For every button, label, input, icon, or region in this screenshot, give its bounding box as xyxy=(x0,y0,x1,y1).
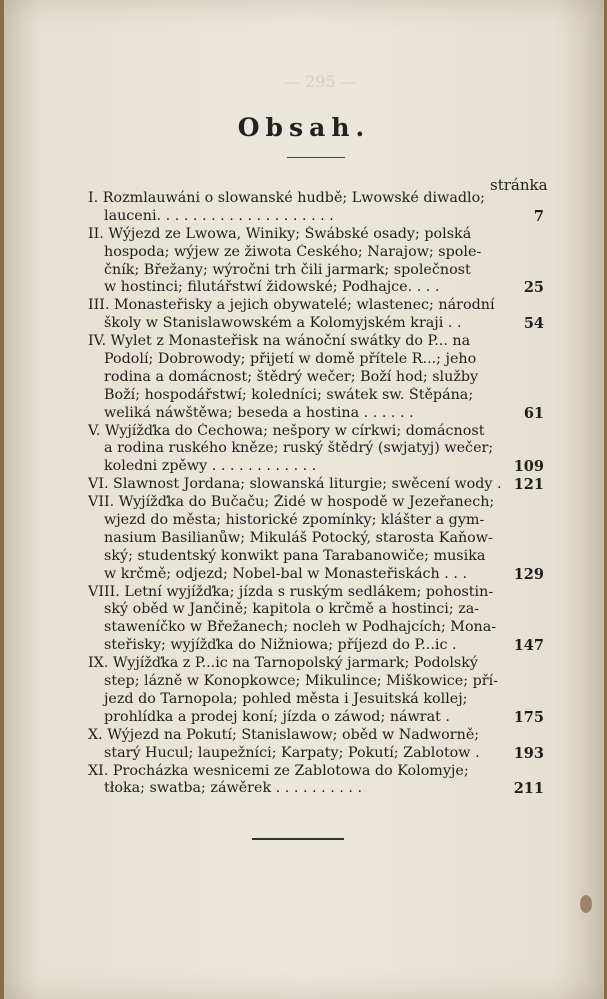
toc-page-number: 109 xyxy=(513,458,544,476)
toc-entry-line: Podolí; Dobrowody; přijetí w domě přítele R...; jeho xyxy=(104,351,477,368)
page-column-heading: stránka xyxy=(490,176,548,194)
toc-entry-line: XI. Procházka wesnicemi ze Zablotowa do Kolomyje; xyxy=(88,762,469,779)
toc-entry-line: školy w Stanislawowském a Kolomyjském kraji . . xyxy=(104,315,462,332)
toc-entry-line: II. Wýjezd ze Lwowa, Winiky; Šwábské osady; polská xyxy=(88,225,472,242)
toc-entry xyxy=(88,333,544,422)
toc-entry xyxy=(88,655,544,727)
toc-entry-line: VI. Slawnost Jordana; slowanská liturgie; swěcení wody . xyxy=(88,476,502,493)
toc-page-number: 211 xyxy=(513,780,544,798)
toc-entry-line: VII. Wyjížďka do Bučaču; Židé w hospodě w Jezeřanech; xyxy=(88,494,495,511)
toc-entry-line: nasium Basilianůw; Mikuláš Potocký, starosta Kaňow- xyxy=(104,529,493,546)
toc-entry-line: starý Hucul; laupežníci; Karpaty; Pokutí; Zablotow . xyxy=(104,744,480,761)
toc-page-number: 61 xyxy=(523,404,544,422)
toc-entry-line: IV. Wylet z Monastеřisk na wánoční swátky do P... na xyxy=(88,333,471,350)
toc-entry xyxy=(88,494,544,583)
page-title: Obsah. xyxy=(237,113,371,142)
toc-entry-line: I. Rozmlauwáni o slowanské hudbě; Lwowské diwadlo; xyxy=(88,190,485,206)
toc-entry-line: w krčmě; odjezd; Nobel-bal w Monastеřiskách . . . xyxy=(104,565,468,582)
toc-entry xyxy=(88,226,544,298)
toc-entry xyxy=(88,476,544,494)
toc-entry xyxy=(88,727,544,763)
toc-entry-line: III. Monastеřisky a jejich obywatelé; wlastenec; národní xyxy=(88,297,495,314)
toc-entry-line: X. Wýjezd na Pokutí; Stanislawow; oběd w Nadworně; xyxy=(88,726,480,743)
toc-entry-line: prohlídka a prodej koní; jízda o záwod; náwrat . xyxy=(104,708,450,725)
toc-entry-line: ský; studentský konwikt pana Tarabanowiče; musika xyxy=(104,547,486,564)
toc-entry-line: weliká náwštěwa; beseda a hostina . . . . . . xyxy=(104,404,414,421)
toc-entry-line: Boží; hospodářstwí; koledníci; swátek sw. Štěpána; xyxy=(104,386,474,403)
toc-entry xyxy=(88,297,544,333)
toc-entry-line: jezd do Tarnopola; pohled města i Jesuitská kollej; xyxy=(104,690,468,707)
toc-entry-line: step; lázně w Konopkowce; Mikulince; Miškowice; pří- xyxy=(104,673,499,690)
toc-entry-line: VIII. Letní wyjížďka; jízda s ruským sedlákem; pohostin- xyxy=(88,583,494,600)
toc-page-number: 54 xyxy=(523,315,544,333)
table-of-contents xyxy=(88,190,544,798)
toc-entry-line: lauceni. . . . . . . . . . . . . . . . . . . . xyxy=(104,207,334,224)
toc-entry-line: čník; Břežany; wýročnі trh čili jarmark; společnost xyxy=(104,261,471,278)
toc-entry xyxy=(88,763,544,799)
toc-entry-line: ský oběd w Jančině; kapitola o krčmě a hostinci; za- xyxy=(104,601,480,618)
paper-stain xyxy=(580,895,592,913)
toc-entry-line: tłoka; swatba; záwěrek . . . . . . . . . . xyxy=(104,780,363,797)
toc-entry-line: rodina a domácnost; štědrý wečer; Boží hod; služby xyxy=(104,368,479,385)
toc-entry-line: w hostinci; filutářstwí židowské; Podhajce. . . . xyxy=(104,279,440,296)
toc-entry-line: staweníčko w Břežanech; nocleh w Podhajcích; Mona- xyxy=(104,619,497,636)
toc-entry-line: stеřisky; wyjížďka do Nižniowa; příjezd do P...ic . xyxy=(104,637,457,654)
title-divider xyxy=(287,157,345,158)
toc-entry-line: a rodina ruského kněze; ruský štědrý (swjatyj) wečer; xyxy=(104,440,494,457)
toc-entry xyxy=(88,423,544,477)
toc-page-number: 121 xyxy=(513,476,544,494)
toc-entry-line: V. Wyjížďka do Čechowa; nešpory w církwi; domácnost xyxy=(88,422,485,439)
toc-page-number: 175 xyxy=(513,708,544,726)
toc-entry-line: hospoda; wýjew ze žiwota Českého; Narajow; spole- xyxy=(104,243,482,260)
book-page xyxy=(4,0,604,999)
toc-page-number: 7 xyxy=(533,207,544,225)
toc-page-number: 25 xyxy=(523,279,544,297)
toc-page-number: 147 xyxy=(513,637,544,655)
toc-entry-line: koledni zpěwy . . . . . . . . . . . . xyxy=(104,458,317,475)
bleed-through-page-number: — 295 — xyxy=(284,72,357,91)
toc-entry-line: wjezd do města; historické zpomínky; klášter a gym- xyxy=(104,512,485,529)
toc-entry-line: IX. Wyjížďka z P...ic na Tarnopolský jarmark; Podolský xyxy=(88,655,478,672)
toc-page-number: 193 xyxy=(513,744,544,762)
end-divider xyxy=(252,838,344,840)
toc-entry xyxy=(88,190,544,226)
toc-entry xyxy=(88,584,544,656)
toc-page-number: 129 xyxy=(513,565,544,583)
